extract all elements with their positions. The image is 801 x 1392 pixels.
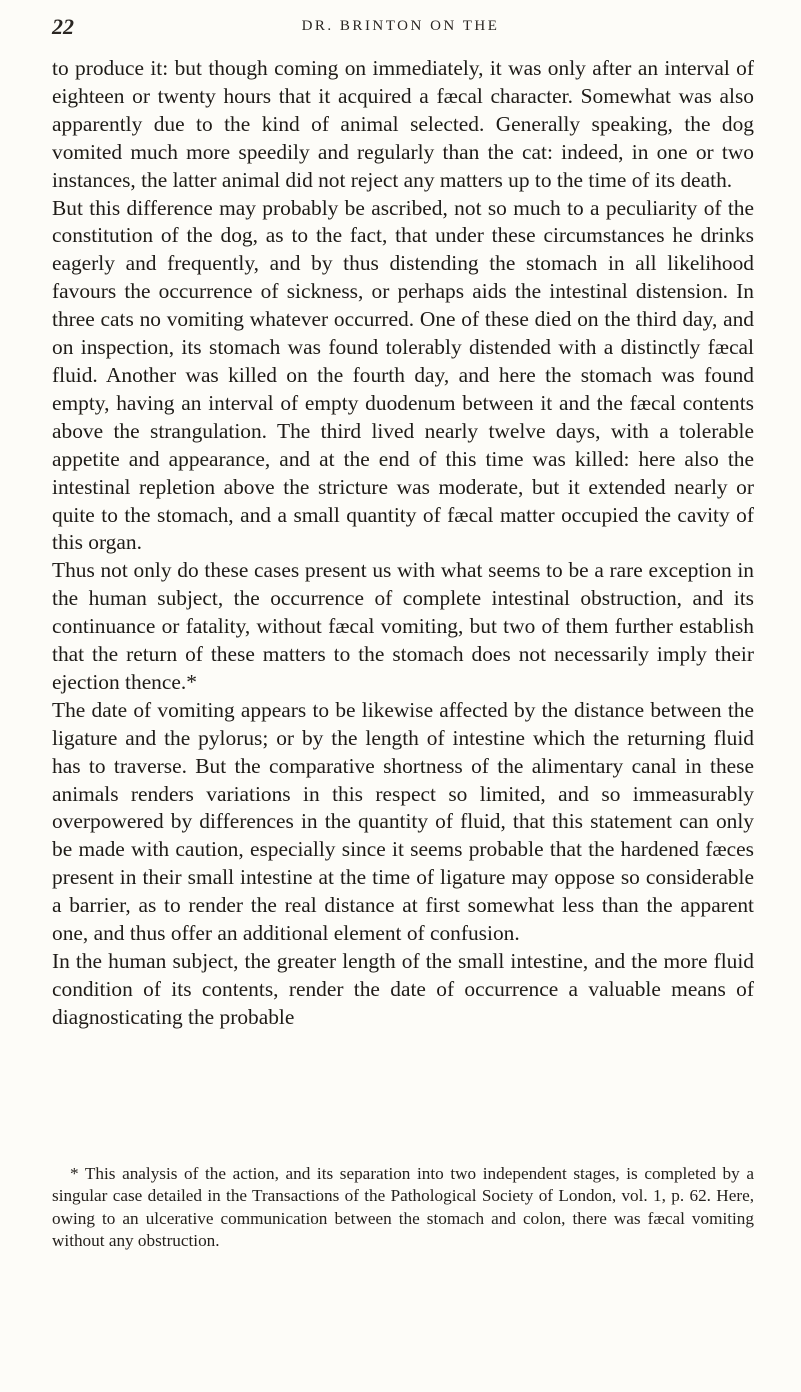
paragraph: Thus not only do these cases present us with what seems to be a rare exception in the human subject, the occurrence of complete intestinal obstruction, and its continuance or fatality, without fæcal vomiting, but two of them further establish that the return of these matters to the stomach does not necessarily imply their ejection thence.* (52, 558, 754, 694)
page-header (52, 14, 749, 38)
footnote (52, 1163, 754, 1253)
paragraph: The date of vomiting appears to be likewise affected by the distance between the ligature and the pylorus; or by the length of intestine which the returning fluid has to traverse. But the comparative shortness of the alimentary canal in these animals renders variations in this respect so limited, and so immeasurably overpowered by differences in the quantity of fluid, that this statement can only be made with caution, especially since it seems probable that the hardened fæces present in their small intestine at the time of ligature may oppose so considerable a barrier, as to render the real distance at first somewhat less than the apparent one, and thus offer an additional element of confusion. (52, 697, 754, 946)
body-text (52, 55, 754, 1032)
running-head: DR. BRINTON ON THE (301, 18, 500, 34)
page-number: 22 (52, 14, 74, 39)
paragraph: But this difference may probably be ascribed, not so much to a peculiarity of the constitution of the dog, as to the fact, that under these circumstances he drinks eagerly and frequently, and by thus distending the stomach in all likelihood favours the occurrence of sickness, or perhaps aids the intestinal distension. In three cats no vomiting whatever occurred. One of these died on the third day, and on inspection, its stomach was found tolerably distended with a distinctly fæcal fluid. Another was killed on the fourth day, and here the stomach was found empty, having an interval of empty duodenum between it and the fæcal contents above the strangulation. The third lived nearly twelve days, with a tolerable appetite and appearance, and at the end of this time was killed: here also the intestinal repletion above the stricture was moderate, but it extended nearly or quite to the stomach, and a small quantity of fæcal matter occupied the cavity of this organ. (52, 195, 754, 555)
footnote-text: * This analysis of the action, and its separation into two independent stages, is completed by a singular case detailed in the Transactions of the Pathological Society of London, vol. 1, p. 62. Here, owing to an ulcerative communication between the stomach and colon, there was fæcal vomiting without any obstruction. (52, 1164, 754, 1251)
paragraph: to produce it: but though coming on immediately, it was only after an interval of eighteen or twenty hours that it acquired a fæcal character. Somewhat was also apparently due to the kind of animal selected. Generally speaking, the dog vomited much more speedily and regularly than the cat: indeed, in one or two instances, the latter animal did not reject any matters up to the time of its death. (52, 56, 754, 192)
paragraph: In the human subject, the greater length of the small intestine, and the more fluid condition of its contents, render the date of occurrence a valuable means of diagnosticating the probable (52, 949, 754, 1029)
